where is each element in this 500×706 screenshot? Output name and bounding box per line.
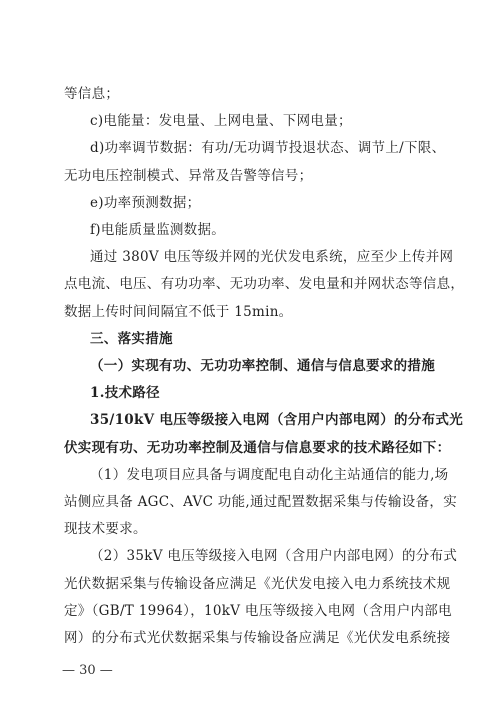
- text-line-1: 等信息；: [64, 86, 120, 102]
- subsection-heading: （一）实现有功、无功功率控制、通信与信息要求的措施: [90, 358, 435, 374]
- text-line-14: 伏实现有功、无功功率控制及通信与信息要求的技术路径如下：: [64, 439, 451, 456]
- text-line-5: e)功率预测数据；: [90, 194, 201, 211]
- section-heading: 三、落实措施: [90, 330, 173, 347]
- text-line-15: （1）发电项目应具备与调度配电自动化主站通信的能力,场: [90, 466, 449, 483]
- text-line-6: f)电能质量监测数据。: [90, 222, 226, 238]
- text-line-13: 35/10kV 电压等级接入电网（含用户内部电网）的分布式光: [90, 412, 464, 429]
- text-line-7: 通过 380V 电压等级并网的光伏发电系统，应至少上传并网: [90, 249, 454, 266]
- text-line-20: 定》（GB/T 19964），10kV 电压等级接入电网（含用户内部电: [64, 602, 452, 619]
- text-line-19: 光伏数据采集与传输设备应满足《光伏发电接入电力系统技术规: [64, 575, 451, 592]
- text-line-4: 无功电压控制模式、异常及告警等信号；: [64, 167, 313, 184]
- text-line-3: d)功率调节数据：有功/无功调节投退状态、调节上/下限、: [90, 140, 446, 157]
- text-line-17: 现技术要求。: [64, 521, 147, 538]
- text-line-21: 网）的分布式光伏数据采集与传输设备应满足《光伏发电系统接: [64, 630, 451, 646]
- text-line-8: 点电流、电压、有功功率、无功功率、发电量和并网状态等信息，: [64, 276, 465, 293]
- text-line-9: 数据上传时间间隔宜不低于 15min。: [64, 303, 293, 320]
- text-line-18: （2）35kV 电压等级接入电网（含用户内部电网）的分布式: [90, 548, 458, 565]
- text-line-16: 站侧应具备 AGC、AVC 功能,通过配置数据采集与传输设备，实: [64, 494, 457, 510]
- subsubsection-heading: 1.技术路径: [90, 385, 160, 402]
- text-line-2: c)电能量：发电量、上网电量、下网电量；: [90, 113, 352, 130]
- page-number: — 30 —: [62, 663, 113, 678]
